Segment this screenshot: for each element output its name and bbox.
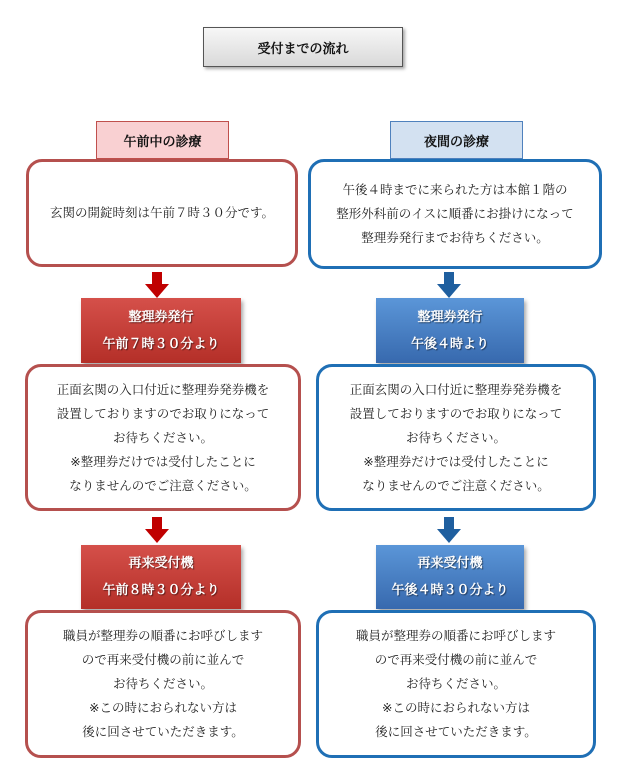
evening-reception-note-line: ので再来受付機の前に並んで (374, 652, 538, 667)
evening-reception-title: 再来受付機 (417, 556, 483, 571)
morning-ticket-note-line: お待ちください。 (112, 429, 213, 445)
morning-reception-note-line: 職員が整理券の順番にお呼びします (62, 628, 263, 643)
evening-arrow-down-icon (437, 517, 461, 543)
evening-ticket-note-line: 正面玄関の入口付近に整理券発券機を (349, 381, 563, 397)
evening-ticket-time: 午後４時より (410, 336, 489, 352)
morning-reception-note-line: ので再来受付機の前に並んで (81, 652, 245, 667)
evening-ticket-step (376, 298, 524, 363)
evening-reception-note-line: お待ちください。 (405, 676, 506, 691)
morning-open-note (26, 159, 298, 267)
morning-reception-note-line: ※この時におられない方は (89, 700, 237, 715)
morning-ticket-time: 午前７時３０分より (102, 336, 220, 352)
evening-open-note-line: 午後４時までに来られた方は本館１階の (342, 182, 568, 197)
evening-ticket-note-line: お待ちください。 (405, 429, 506, 445)
evening-open-note-line: 整形外科前のイスに順番にお掛けになって (336, 206, 574, 221)
evening-reception-note-line: ※この時におられない方は (382, 700, 530, 715)
morning-ticket-note-line: 正面玄関の入口付近に整理券発券機を (56, 381, 270, 397)
morning-ticket-title: 整理券発行 (128, 309, 194, 325)
evening-ticket-note-line: なりませんのでご注意ください。 (362, 477, 550, 493)
evening-ticket-title: 整理券発行 (417, 309, 483, 325)
morning-reception-note (25, 610, 301, 758)
evening-reception-time: 午後４時３０分より (391, 583, 509, 598)
morning-reception-time: 午前８時３０分より (102, 583, 220, 598)
evening-arrow-down-icon (437, 272, 461, 298)
evening-reception-note-line: 職員が整理券の順番にお呼びします (355, 628, 556, 643)
morning-reception-note-line: 後に回させていただきます。 (82, 724, 244, 739)
morning-header: 午前中の診療 (96, 121, 229, 159)
evening-reception-note (316, 610, 596, 758)
morning-ticket-note-line: なりませんのでご注意ください。 (69, 477, 257, 493)
morning-reception-title: 再来受付機 (128, 556, 194, 571)
morning-arrow-down-icon (145, 517, 169, 543)
morning-ticket-note (25, 364, 301, 511)
evening-open-note (308, 159, 602, 269)
evening-header: 夜間の診療 (390, 121, 523, 159)
morning-arrow-down-icon (145, 272, 169, 298)
evening-reception-step (376, 545, 524, 609)
morning-ticket-step (81, 298, 241, 363)
morning-open-note-text: 玄関の開錠時刻は午前７時３０分です。 (49, 205, 274, 220)
evening-reception-note-line: 後に回させていただきます。 (375, 724, 537, 739)
evening-ticket-note-line: ※整理券だけでは受付したことに (363, 453, 549, 469)
evening-ticket-note-line: 設置しておりますのでお取りになって (349, 405, 563, 421)
evening-ticket-note (316, 364, 596, 511)
morning-reception-note-line: お待ちください。 (112, 676, 213, 691)
morning-ticket-note-line: 設置しておりますのでお取りになって (56, 405, 270, 421)
morning-reception-step (81, 545, 241, 609)
page-title: 受付までの流れ (203, 27, 403, 67)
morning-ticket-note-line: ※整理券だけでは受付したことに (70, 453, 256, 469)
evening-open-note-line: 整理券発行までお待ちください。 (361, 230, 549, 245)
